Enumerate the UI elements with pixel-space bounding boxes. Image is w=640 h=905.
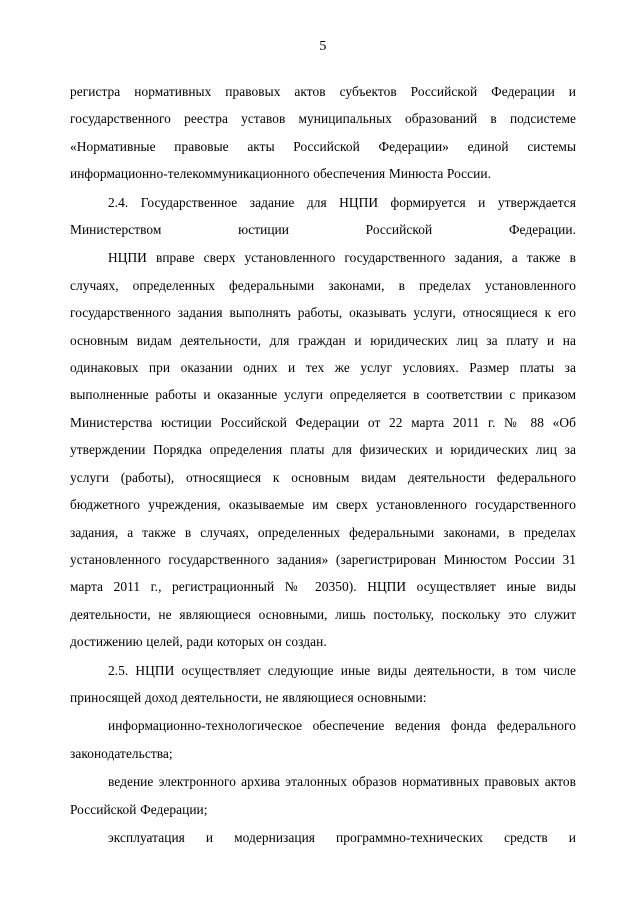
paragraph-item-3: эксплуатация и модернизация программно-технических средств и	[108, 829, 576, 845]
paragraph-item-2: ведение электронного архива эталонных образов нормативных правовых актов Российской Федерации;	[70, 774, 576, 817]
paragraph-2-4: 2.4. Государственное задание для НЦПИ формируется и утверждается Министерством юстиции Российской Федерации.	[70, 194, 576, 238]
paragraph-2-5: 2.5. НЦПИ осуществляет следующие иные виды деятельности, в том числе приносящей доход деятельности, не являющиеся основными:	[70, 662, 576, 705]
paragraph-item-1: информационно-технологическое обеспечение ведения фонда федерального законодательства;	[70, 718, 576, 761]
page-number: 5	[319, 39, 327, 54]
paragraph-continuation: регистра нормативных правовых актов субъектов Российской Федерации и государственного реестра уставов муниципальных образований в подсистеме «Нормативные правовые акты Российской Федерации» единой системы информационно-телекоммуникационного обеспечения Минюста России.	[70, 84, 576, 182]
paragraph-ncpi-rights: НЦПИ вправе сверх установленного государственного задания, а также в случаях, определенных федеральными законами, в пределах установленного государственного задания выполнять работы, оказывать услуги, относящиеся к его основным видам деятельности, для граждан и юридических лиц за плату и на одинаковых при оказании одних и тех же услуг условиях. Размер платы за выполненные работы и оказанные услуги определяется в соответствии с приказом Министерства юстиции Российской Федерации от 22 марта 2011 г. № 88 «Об утверждении Порядка определения платы для физических и юридических лиц за услуги (работы), относящиеся к основным видам деятельности федерального бюджетного учреждения, оказываемые им сверх установленного государственного задания, а также в случаях, определенных федеральными законами, в пределах установленного государственного задания» (зарегистрирован Минюстом России 31 марта 2011 г., регистрационный № 20350). НЦПИ осуществляет иные виды деятельности, не являющиеся основными, лишь постольку, поскольку это служит достижению целей, ради которых он создан.	[70, 250, 576, 650]
document-body	[70, 78, 576, 851]
